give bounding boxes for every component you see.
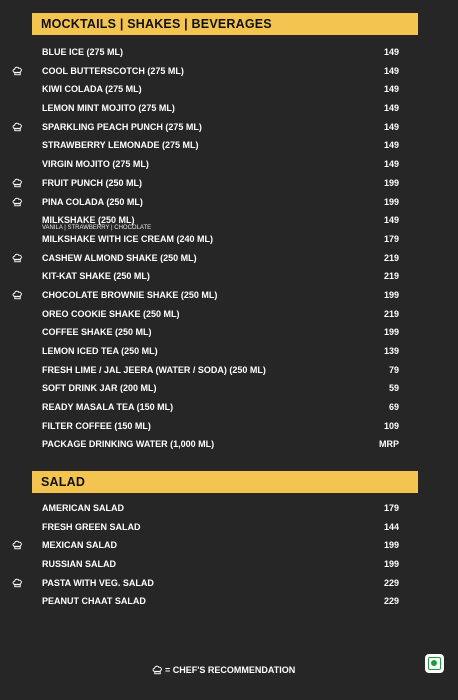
menu-item-price: 229: [383, 596, 399, 607]
menu-item-price: 149: [383, 121, 399, 132]
menu-item-price: 219: [383, 271, 399, 282]
menu-item-name: MILKSHAKE WITH ICE CREAM (240 ML): [42, 233, 213, 244]
menu-item-name: FRESH LIME / JAL JEERA (WATER / SODA) (250 ML): [42, 364, 266, 375]
menu-item: [0, 521, 458, 540]
menu-list-beverages: [0, 46, 458, 457]
menu-item-name: MEXICAN SALAD: [42, 540, 118, 551]
menu-item-price: 179: [383, 233, 399, 244]
veg-mark-icon: [425, 654, 444, 673]
menu-item: [0, 214, 458, 233]
menu-item-name: STRAWBERRY LEMONADE (275 ML): [42, 140, 199, 151]
menu-item-price: 149: [383, 65, 399, 76]
menu-item: [0, 420, 458, 439]
menu-item-name: KIWI COLADA (275 ML): [42, 84, 142, 95]
menu-item: [0, 289, 458, 308]
menu-item-price: 219: [383, 252, 399, 263]
menu-item-name: PEANUT CHAAT SALAD: [42, 596, 146, 607]
menu-list-salad: [0, 502, 458, 614]
menu-item-name: LEMON ICED TEA (250 ML): [42, 346, 158, 356]
menu-item-name: SPARKLING PEACH PUNCH (275 ML): [42, 121, 202, 132]
menu-item-name: FILTER COFFEE (150 ML): [42, 420, 151, 431]
menu-item-name: KIT-KAT SHAKE (250 ML): [42, 271, 150, 282]
menu-item-name: VIRGIN MOJITO (275 ML): [42, 159, 149, 170]
menu-item: [0, 102, 458, 121]
menu-item-price: 199: [383, 327, 399, 338]
menu-item: [0, 364, 458, 383]
menu-item-name: PINA COLADA (250 ML): [42, 196, 143, 207]
menu-item-name: AMERICAN SALAD: [42, 503, 124, 513]
menu-item-name: CASHEW ALMOND SHAKE (250 ML): [42, 252, 197, 263]
menu-item: [0, 46, 458, 65]
menu-item: [0, 438, 458, 457]
menu-item-price: 149: [383, 84, 399, 95]
menu-item-price: 149: [383, 140, 399, 151]
menu-item-price: 199: [383, 559, 399, 570]
menu-item-name: RUSSIAN SALAD: [42, 559, 117, 570]
menu-item-options: VANILA | STRAWBERRY | CHOCOLATE: [42, 225, 152, 232]
menu-item: [0, 326, 458, 345]
menu-item-price: 199: [383, 196, 399, 207]
chef-hat-icon: [12, 178, 23, 188]
menu-item-name: CHOCOLATE BROWNIE SHAKE (250 ML): [42, 289, 218, 300]
chef-hat-icon: [12, 197, 23, 207]
menu-item: [0, 502, 458, 521]
menu-item: [0, 65, 458, 84]
menu-item-price: MRP: [379, 439, 399, 450]
menu-item-name: COOL BUTTERSCOTCH (275 ML): [42, 65, 184, 76]
chef-hat-icon: [152, 665, 163, 675]
menu-item-price: 79: [388, 364, 399, 375]
menu-item-price: 219: [383, 308, 399, 319]
menu-item: [0, 252, 458, 271]
menu-item-name: READY MASALA TEA (150 ML): [42, 402, 174, 413]
chef-legend: [152, 664, 295, 676]
menu-item: [0, 539, 458, 558]
menu-item-name: PASTA WITH VEG. SALAD: [42, 577, 154, 588]
menu-item: [0, 577, 458, 596]
menu-item-price: 199: [383, 540, 399, 551]
chef-hat-icon: [12, 290, 23, 300]
menu-item-name: FRUIT PUNCH (250 ML): [42, 177, 143, 188]
menu-item-name: FRESH GREEN SALAD: [42, 521, 141, 532]
menu-item-name: MILKSHAKE (250 ML): [42, 215, 135, 226]
menu-item-price: 109: [383, 420, 399, 431]
menu-item-name: SOFT DRINK JAR (200 ML): [42, 383, 157, 394]
menu-item-price: 179: [383, 503, 399, 513]
menu-item: [0, 83, 458, 102]
menu-item-price: 149: [383, 215, 399, 226]
menu-item: [0, 401, 458, 420]
menu-item-name: LEMON MINT MOJITO (275 ML): [42, 103, 175, 114]
menu-item-price: 69: [388, 402, 399, 413]
section-header-salad: SALAD: [32, 471, 418, 493]
menu-item: [0, 308, 458, 327]
chef-hat-icon: [12, 66, 23, 76]
chef-hat-icon: [12, 253, 23, 263]
menu-item: [0, 121, 458, 140]
menu-item: [0, 233, 458, 252]
chef-hat-icon: [12, 578, 23, 588]
menu-item-price: 59: [388, 383, 399, 394]
menu-item-price: 144: [383, 521, 399, 532]
menu-item: [0, 558, 458, 577]
menu-item-name: PACKAGE DRINKING WATER (1,000 ML): [42, 439, 215, 450]
menu-item-price: 149: [383, 159, 399, 170]
chef-hat-icon: [12, 122, 23, 132]
menu-item: [0, 196, 458, 215]
chef-hat-icon: [12, 540, 23, 550]
menu-item-price: 149: [383, 103, 399, 114]
chef-legend-text: = CHEF'S RECOMMENDATION: [165, 665, 296, 675]
menu-item: [0, 139, 458, 158]
menu-item-name: BLUE ICE (275 ML): [42, 47, 124, 57]
menu-item: [0, 158, 458, 177]
menu-item-price: 149: [383, 47, 399, 57]
menu-item-price: 199: [383, 177, 399, 188]
menu-item-price: 139: [383, 346, 399, 356]
section-header-beverages: MOCKTAILS | SHAKES | BEVERAGES: [32, 13, 418, 35]
menu-item: [0, 345, 458, 364]
menu-item: [0, 177, 458, 196]
menu-item: [0, 382, 458, 401]
menu-item-price: 229: [383, 577, 399, 588]
menu-item-name: OREO COOKIE SHAKE (250 ML): [42, 308, 180, 319]
menu-item-name: COFFEE SHAKE (250 ML): [42, 327, 152, 338]
menu-item: [0, 595, 458, 614]
menu-item-price: 199: [383, 289, 399, 300]
menu-item: [0, 270, 458, 289]
